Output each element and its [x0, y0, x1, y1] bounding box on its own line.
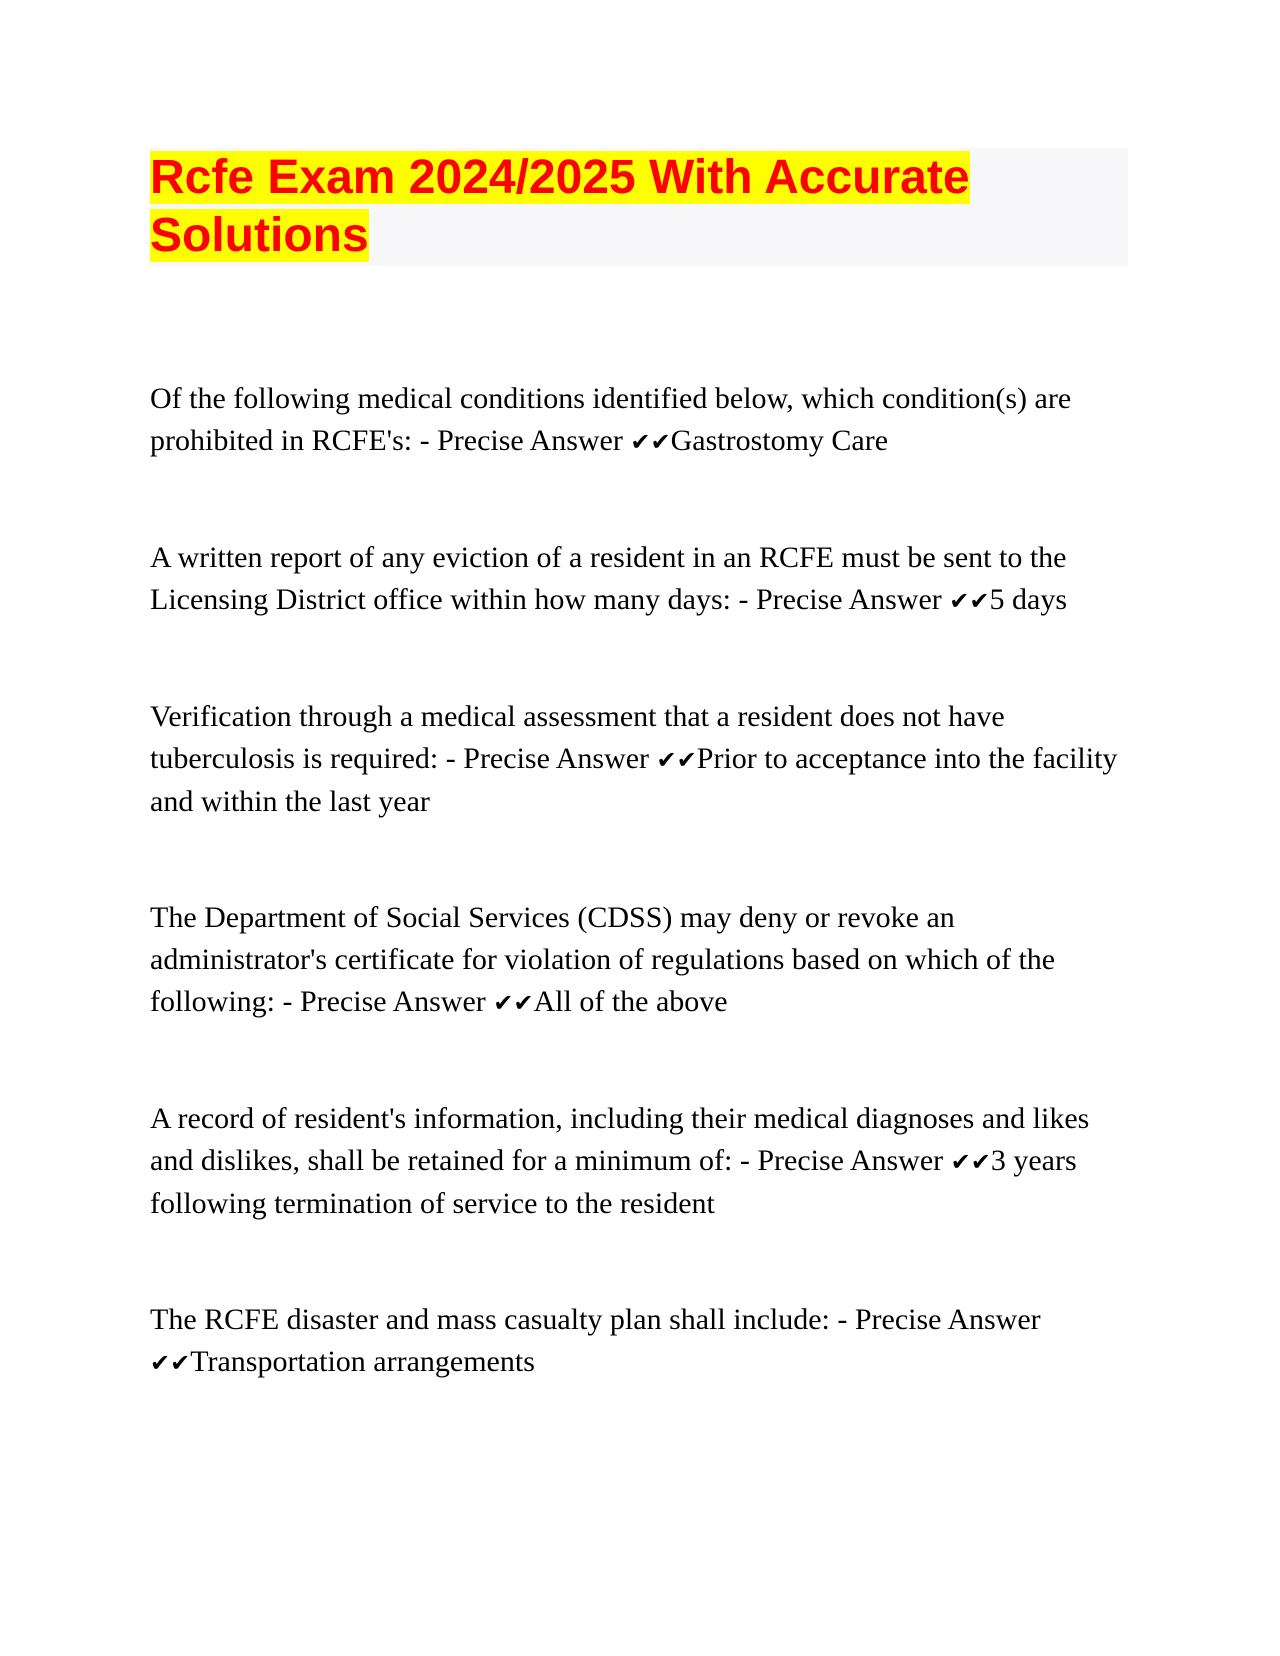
double-check-icon: ✔✔	[656, 746, 697, 774]
answer-text: Transportation arrangements	[190, 1345, 535, 1378]
question-text: Of the following medical conditions identified below, which condition(s) are prohibited in RCFE's: - Precise Answer	[150, 382, 1072, 457]
qa-item	[150, 696, 1135, 823]
qa-item	[150, 897, 1135, 1024]
answer-text: Gastrostomy Care	[670, 424, 889, 457]
question-text: A record of resident's information, including their medical diagnoses and likes and dislikes, shall be retained for a minimum of: - Precise Answer	[150, 1102, 1090, 1177]
question-text: Verification through a medical assessment that a resident does not have tuberculosis is required: - Precise Answer	[150, 700, 1005, 775]
double-check-icon: ✔✔	[630, 428, 671, 456]
qa-item	[150, 537, 1135, 622]
answer-text: 5 days	[989, 583, 1067, 616]
document-title	[150, 148, 1128, 265]
question-text: The RCFE disaster and mass casualty plan shall include: - Precise Answer	[150, 1303, 1041, 1336]
qa-item	[150, 378, 1135, 463]
double-check-icon: ✔✔	[493, 989, 534, 1017]
question-text: The Department of Social Services (CDSS) may deny or revoke an administrator's certificate for violation of regulations based on which of the following: - Precise Answer	[150, 901, 1056, 1018]
qa-item	[150, 1098, 1135, 1225]
answer-text: All of the above	[533, 985, 728, 1018]
qa-list	[150, 378, 1135, 1458]
qa-item	[150, 1299, 1135, 1384]
title-highlight: Rcfe Exam 2024/2025 With Accurate Solutions	[150, 151, 970, 262]
double-check-icon: ✔✔	[950, 1148, 991, 1176]
question-text: A written report of any eviction of a resident in an RCFE must be sent to the Licensing District office within how many days: - Precise Answer	[150, 541, 1067, 616]
answer-text: Prior to acceptance into the facility and within the last year	[150, 742, 1118, 818]
answer-text: 3 years following termination of service to the resident	[150, 1144, 1077, 1220]
title-block	[150, 148, 1128, 266]
double-check-icon: ✔✔	[150, 1349, 191, 1377]
double-check-icon: ✔✔	[949, 587, 990, 615]
